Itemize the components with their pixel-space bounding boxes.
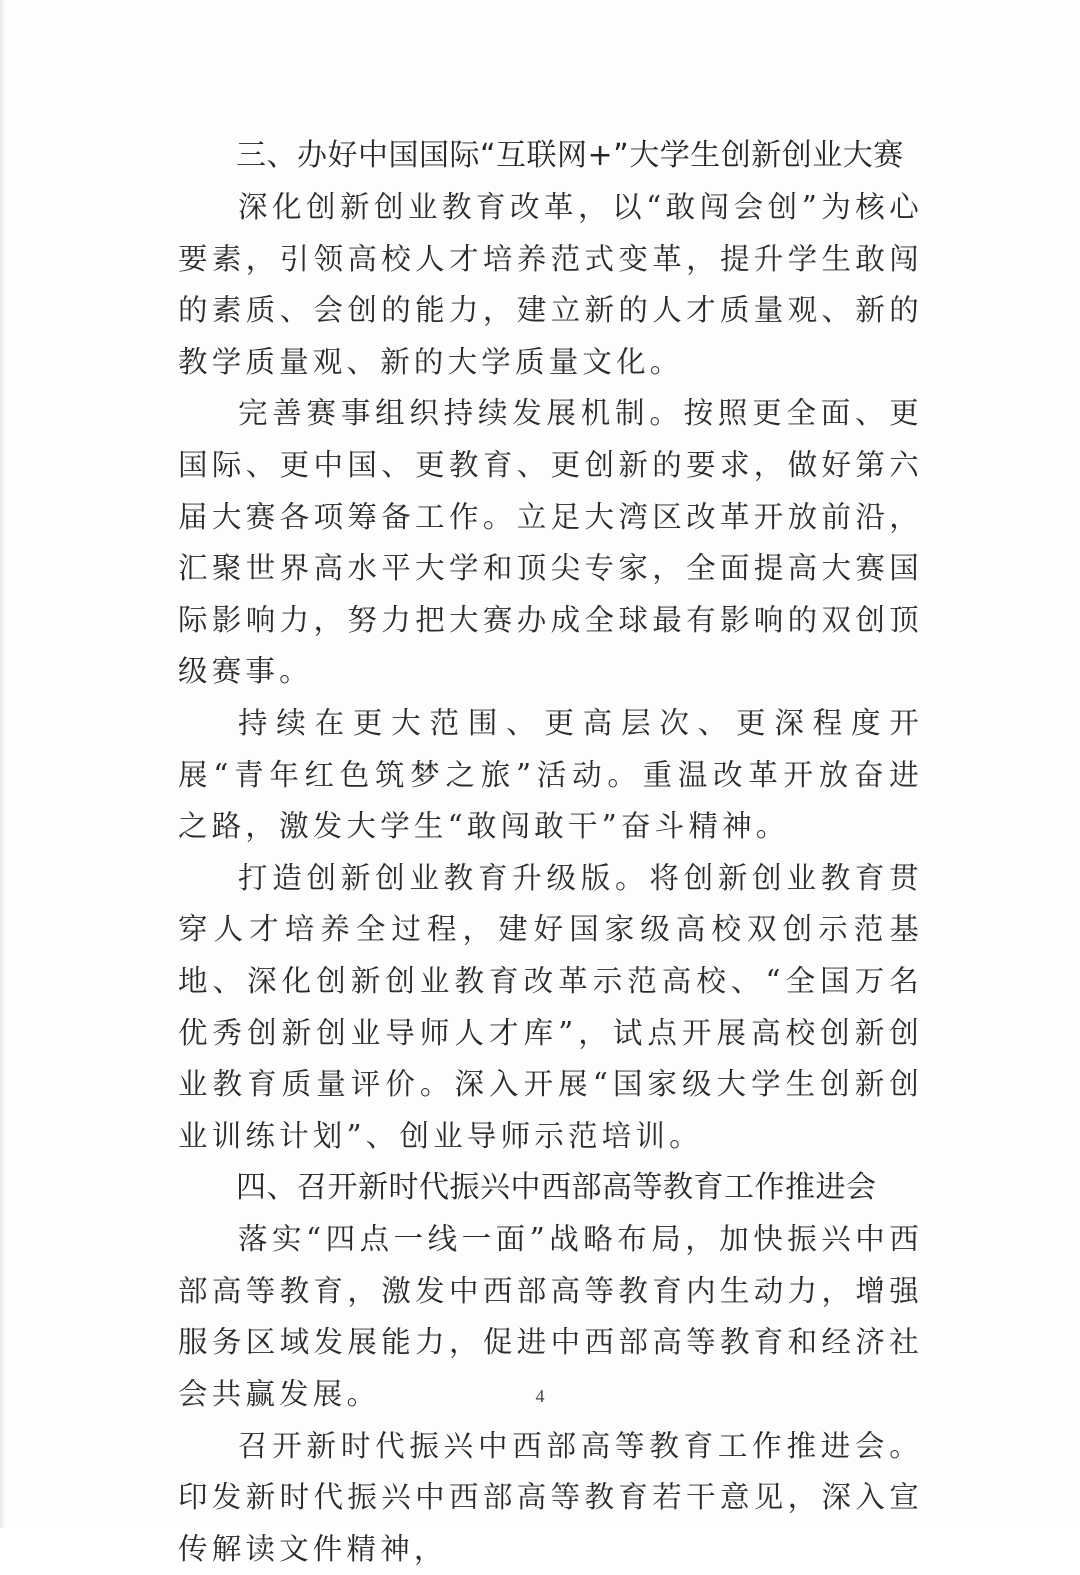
- section-3-paragraph-4: 打造创新创业教育升级版。将创新创业教育贯穿人才培养全过程，建好国家级高校双创示范基地、深化创新创业教育改革示范高校、“全国万名优秀创新创业导师人才库”，试点开展高校创新创业教育质量评价。深入开展“国家级大学生创新创业训练计划”、创业导师示范培训。: [178, 860, 923, 1153]
- page-number: 4: [535, 1386, 545, 1406]
- section-4-paragraph-2: 召开新时代振兴中西部高等教育工作推进会。印发新时代振兴中西部高等教育若干意见，深入宣传解读文件精神，: [178, 1428, 923, 1566]
- section-4-paragraph-1: 落实“四点一线一面”战略布局，加快振兴中西部高等教育，激发中西部高等教育内生动力，增强服务区域发展能力，促进中西部高等教育和经济社会共赢发展。: [178, 1222, 923, 1412]
- section-3-paragraph-2: 完善赛事组织持续发展机制。按照更全面、更国际、更中国、更教育、更创新的要求，做好第六届大赛各项筹备工作。立足大湾区改革开放前沿，汇聚世界高水平大学和顶尖专家，全面提高大赛国际影响力，努力把大赛办成全球最有影响的双创顶级赛事。: [178, 396, 923, 689]
- scan-edge-shadow: [0, 0, 6, 1528]
- section-3-paragraph-1: 深化创新创业教育改革，以“敢闯会创”为核心要素，引领高校人才培养范式变革，提升学生敢闯的素质、会创的能力，建立新的人才质量观、新的教学质量观、新的大学质量文化。: [178, 190, 923, 379]
- section-3-paragraph-3: 持续在更大范围、更高层次、更深程度开展“青年红色筑梦之旅”活动。重温改革开放奋进之路，激发大学生“敢闯敢干”奋斗精神。: [178, 705, 923, 844]
- section-3-heading: 三、办好中国国际“互联网+”大学生创新创业大赛: [236, 138, 904, 173]
- document-body: [178, 130, 923, 1575]
- section-4-heading: 四、召开新时代振兴中西部高等教育工作推进会: [236, 1170, 877, 1206]
